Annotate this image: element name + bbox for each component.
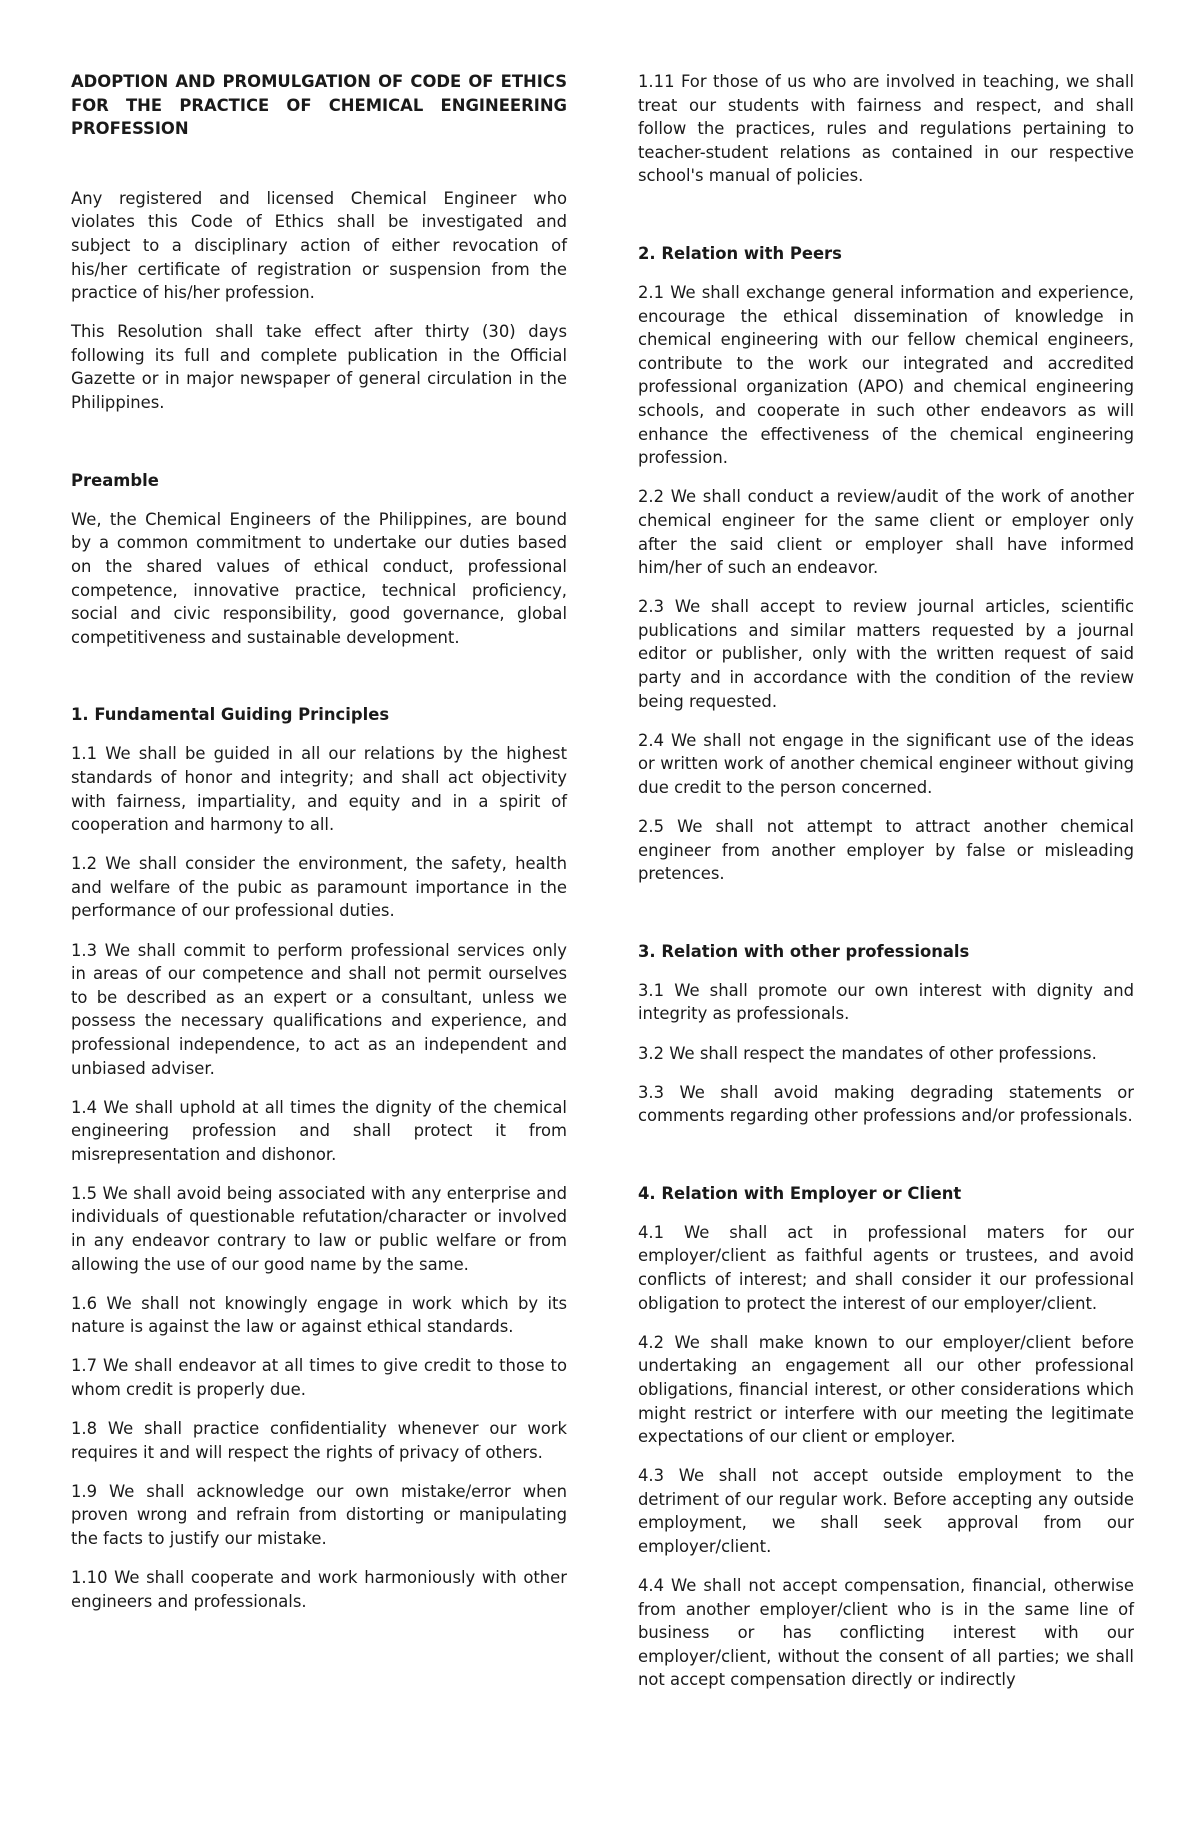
right-column	[638, 70, 1134, 1708]
section-1-heading: 1. Fundamental Guiding Principles	[71, 705, 390, 725]
document-title: ADOPTION AND PROMULGATION OF CODE OF ETHICS FOR THE PRACTICE OF CHEMICAL ENGINEERING PROFESSION	[71, 72, 567, 139]
section-2-heading: 2. Relation with Peers	[638, 243, 842, 263]
clause-1-4: 1.4 We shall uphold at all times the dignity of the chemical engineering profession and shall protect it from misrepresentation and dishonor.	[71, 1097, 567, 1164]
clause-4-2: 4.2 We shall make known to our employer/client before undertaking an engagement all our other professional obligations, financial interest, or other considerations which might restrict or interfere with our meeting the legitimate expectations of our client or employer.	[638, 1332, 1134, 1447]
clause-1-7: 1.7 We shall endeavor at all times to give credit to those to whom credit is properly due.	[71, 1356, 567, 1400]
section-3-heading: 3. Relation with other professionals	[638, 941, 970, 961]
preamble-heading: Preamble	[71, 470, 159, 490]
clause-1-8: 1.8 We shall practice confidentiality whenever our work requires it and will respect the rights of privacy of others.	[71, 1419, 567, 1462]
clause-4-3: 4.3 We shall not accept outside employment to the detriment of our regular work. Before accepting any outside employment, we shall seek approval from our employer/client.	[638, 1466, 1134, 1556]
clause-1-2: 1.2 We shall consider the environment, the safety, health and welfare of the pubic as paramount importance in the performance of our professional duties.	[71, 854, 567, 921]
left-column	[71, 70, 567, 1629]
intro-paragraph-2: This Resolution shall take effect after thirty (30) days following its full and complete publication in the Official Gazette or in major newspaper of general circulation in the Philippines.	[71, 322, 567, 413]
section-4-heading: 4. Relation with Employer or Client	[638, 1183, 962, 1203]
clause-1-3: 1.3 We shall commit to perform professional services only in areas of our competence and shall not permit ourselves to be described as an expert or a consultant, unless we possess the necessary qualifications and experience, and professional independence, to act as an independent and unbiased adviser.	[71, 940, 567, 1078]
preamble-text: We, the Chemical Engineers of the Philippines, are bound by a common commitment to undertake our duties based on the shared values of ethical conduct, professional competence, innovative practice, technical proficiency, social and civic responsibility, good governance, global competitiveness and sustainable development.	[71, 509, 567, 647]
clause-2-3: 2.3 We shall accept to review journal articles, scientific publications and similar matters requested by a journal editor or publisher, only with the written request of said party and in accordance with the condition of the review being requested.	[638, 597, 1134, 711]
clause-4-1: 4.1 We shall act in professional maters for our employer/client as faithful agents or trustees, and avoid conflicts of interest; and shall consider it our professional obligation to protect the interest of our employer/client.	[638, 1222, 1134, 1313]
clause-2-5: 2.5 We shall not attempt to attract another chemical engineer from another employer by false or misleading pretences.	[638, 816, 1134, 884]
intro-paragraph-1: Any registered and licensed Chemical Engineer who violates this Code of Ethics shall be investigated and subject to a disciplinary action of either revocation of his/her certificate of registration or suspension from the practice of his/her profession.	[71, 188, 567, 303]
clause-3-2: 3.2 We shall respect the mandates of other professions.	[638, 1043, 1097, 1063]
clause-1-11: 1.11 For those of us who are involved in teaching, we shall treat our students with fairness and respect, and shall follow the practices, rules and regulations pertaining to teacher-student relations as contained in our respective school's manual of policies.	[638, 72, 1134, 186]
clause-4-4: 4.4 We shall not accept compensation, financial, otherwise from another employer/client who is in the same line of business or has conflicting interest with our employer/client, without the consent of all parties; we shall not accept compensation directly or indirectly	[638, 1576, 1134, 1690]
clause-1-10: 1.10 We shall cooperate and work harmoniously with other engineers and professionals.	[71, 1568, 567, 1611]
clause-3-1: 3.1 We shall promote our own interest with dignity and integrity as professionals.	[638, 980, 1134, 1024]
clause-1-1: 1.1 We shall be guided in all our relations by the highest standards of honor and integrity; and shall act objectivity with fairness, impartiality, and equity and in a spirit of cooperation and harmony to all.	[71, 744, 567, 835]
clause-3-3: 3.3 We shall avoid making degrading statements or comments regarding other professions and/or professionals.	[638, 1082, 1134, 1126]
clause-1-5: 1.5 We shall avoid being associated with any enterprise and individuals of questionable refutation/character or involved in any endeavor contrary to law or public welfare or from allowing the use of our good name by the same.	[71, 1183, 567, 1274]
clause-1-9: 1.9 We shall acknowledge our own mistake/error when proven wrong and refrain from distorting or manipulating the facts to justify our mistake.	[71, 1481, 567, 1548]
clause-1-6: 1.6 We shall not knowingly engage in work which by its nature is against the law or against ethical standards.	[71, 1293, 567, 1337]
clause-2-4: 2.4 We shall not engage in the significant use of the ideas or written work of another chemical engineer without giving due credit to the person concerned.	[638, 730, 1134, 797]
clause-2-1: 2.1 We shall exchange general information and experience, encourage the ethical dissemination of knowledge in chemical engineering with our fellow chemical engineers, contribute to the work our integrated and accredited professional organization (APO) and chemical engineering schools, and cooperate in such other endeavors as will enhance the effectiveness of the chemical engineering profession.	[638, 283, 1134, 468]
clause-2-2: 2.2 We shall conduct a review/audit of the work of another chemical engineer for the same client or employer only after the said client or employer shall have informed him/her of such an endeavor.	[638, 487, 1134, 578]
